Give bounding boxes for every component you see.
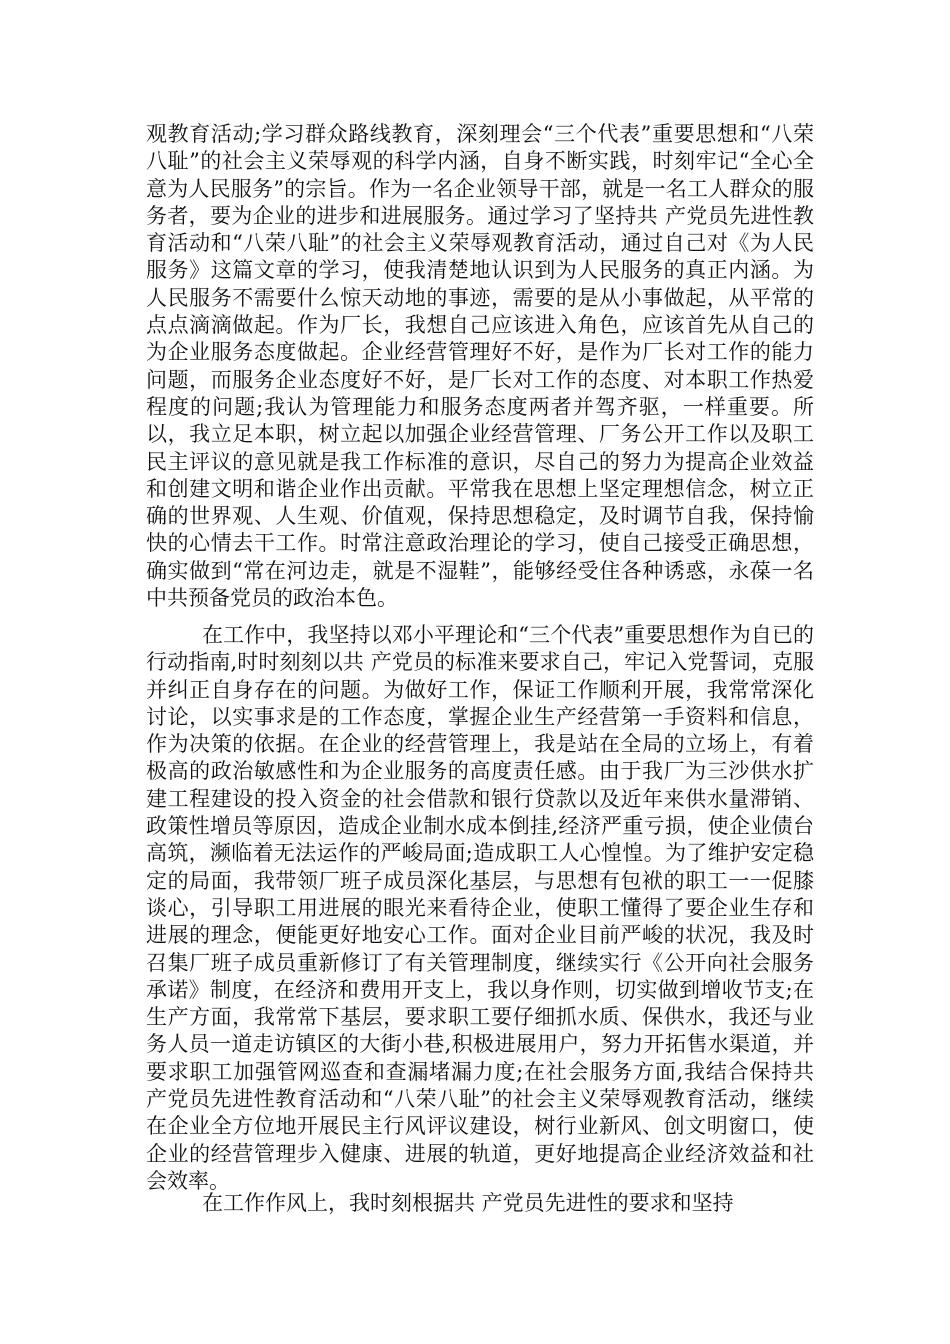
body-paragraph-1: 观教育活动;学习群众路线教育，深刻理会“三个代表”重要思想和“八荣八耻”的社会主义荣辱观的科学内涵，自身不断实践，时刻牢记“全心全意为人民服务”的宗旨。作为一名企业领导干部，就是一名工人群众的服务者，要为企业的进步和进展服务。通过学习了坚持共 产党员先进性教育活动和“八荣八耻”的社会主义荣辱观教育活动，通过自己对《为人民服务》这篇文章的学习，使我清楚地认识到为人民服务的真正内涵。为人民服务不需要什么惊天动地的事迹，需要的是从小事做起，从平常的点点滴滴做起。作为厂长，我想自己应该进入角色，应该首先从自己的为企业服务态度做起。企业经营管理好不好，是作为厂长对工作的能力问题，而服务企业态度好不好，是厂长对工作的态度、对本职工作热爱程度的问题;我认为管理能力和服务态度两者并驾齐驱，一样重要。所以，我立足本职，树立起以加强企业经营管理、厂务公开工作以及职工民主评议的意见就是我工作标准的意识，尽自己的努力为提高企业效益和创建文明和谐企业作出贡献。平常我在思想上坚定理想信念，树立正确的世界观、人生观、价值观，保持思想稳定，及时调节自我，保持愉快的心情去干工作。时常注意政治理论的学习，使自己接受正确思想，确实做到“常在河边走，就是不湿鞋”，能够经受住各种诱惑，永葆一名中共预备党员的政治本色。 [146, 122, 814, 611]
body-paragraph-3: 在工作作风上，我时刻根据共 产党员先进性的要求和坚持 [202, 1191, 734, 1215]
body-paragraph-2: 在工作中，我坚持以邓小平理论和“三个代表”重要思想作为自已的行动指南,时时刻刻以共 产党员的标准来要求自己，牢记入党誓词，克服并纠正自身存在的问题。为做好工作，保证工作顺利开展，我常常深化讨论，以实事求是的工作态度，掌握企业生产经营第一手资料和信息，作为决策的依据。在企业的经营管理上，我是站在全局的立场上，有着极高的政治敏感性和为企业服务的高度责任感。由于我厂为三沙供水扩建工程建设的投入资金的社会借款和银行贷款以及近年来供水量滞销、政策性增员等原因，造成企业制水成本倒挂,经济严重亏损，使企业债台高筑，濒临着无法运作的严峻局面;造成职工人心惶惶。为了维护安定稳定的局面，我带领厂班子成员深化基层，与思想有包袱的职工一一促膝谈心，引导职工用进展的眼光来看待企业，使职工懂得了要企业生存和进展的理念，便能更好地安心工作。面对企业目前严峻的状况，我及时召集厂班子成员重新修订了有关管理制度，继续实行《公开向社会服务承诺》制度，在经济和费用开支上，我以身作则，切实做到增收节支;在生产方面，我常常下基层，要求职工要仔细抓水质、保供水，我还与业务人员一道走访镇区的大街小巷,积极进展用户，努力开拓售水渠道，并要求职工加强管网巡查和查漏堵漏力度;在社会服务方面,我结合保持共 产党员先进性教育活动和“八荣八耻”的社会主义荣辱观教育活动，继续在企业全方位地开展民主行风评议建设，树行业新风、创文明窗口，使企业的经营管理步入健康、进展的轨道，更好地提高企业经济效益和社会效率。 [146, 623, 814, 1193]
